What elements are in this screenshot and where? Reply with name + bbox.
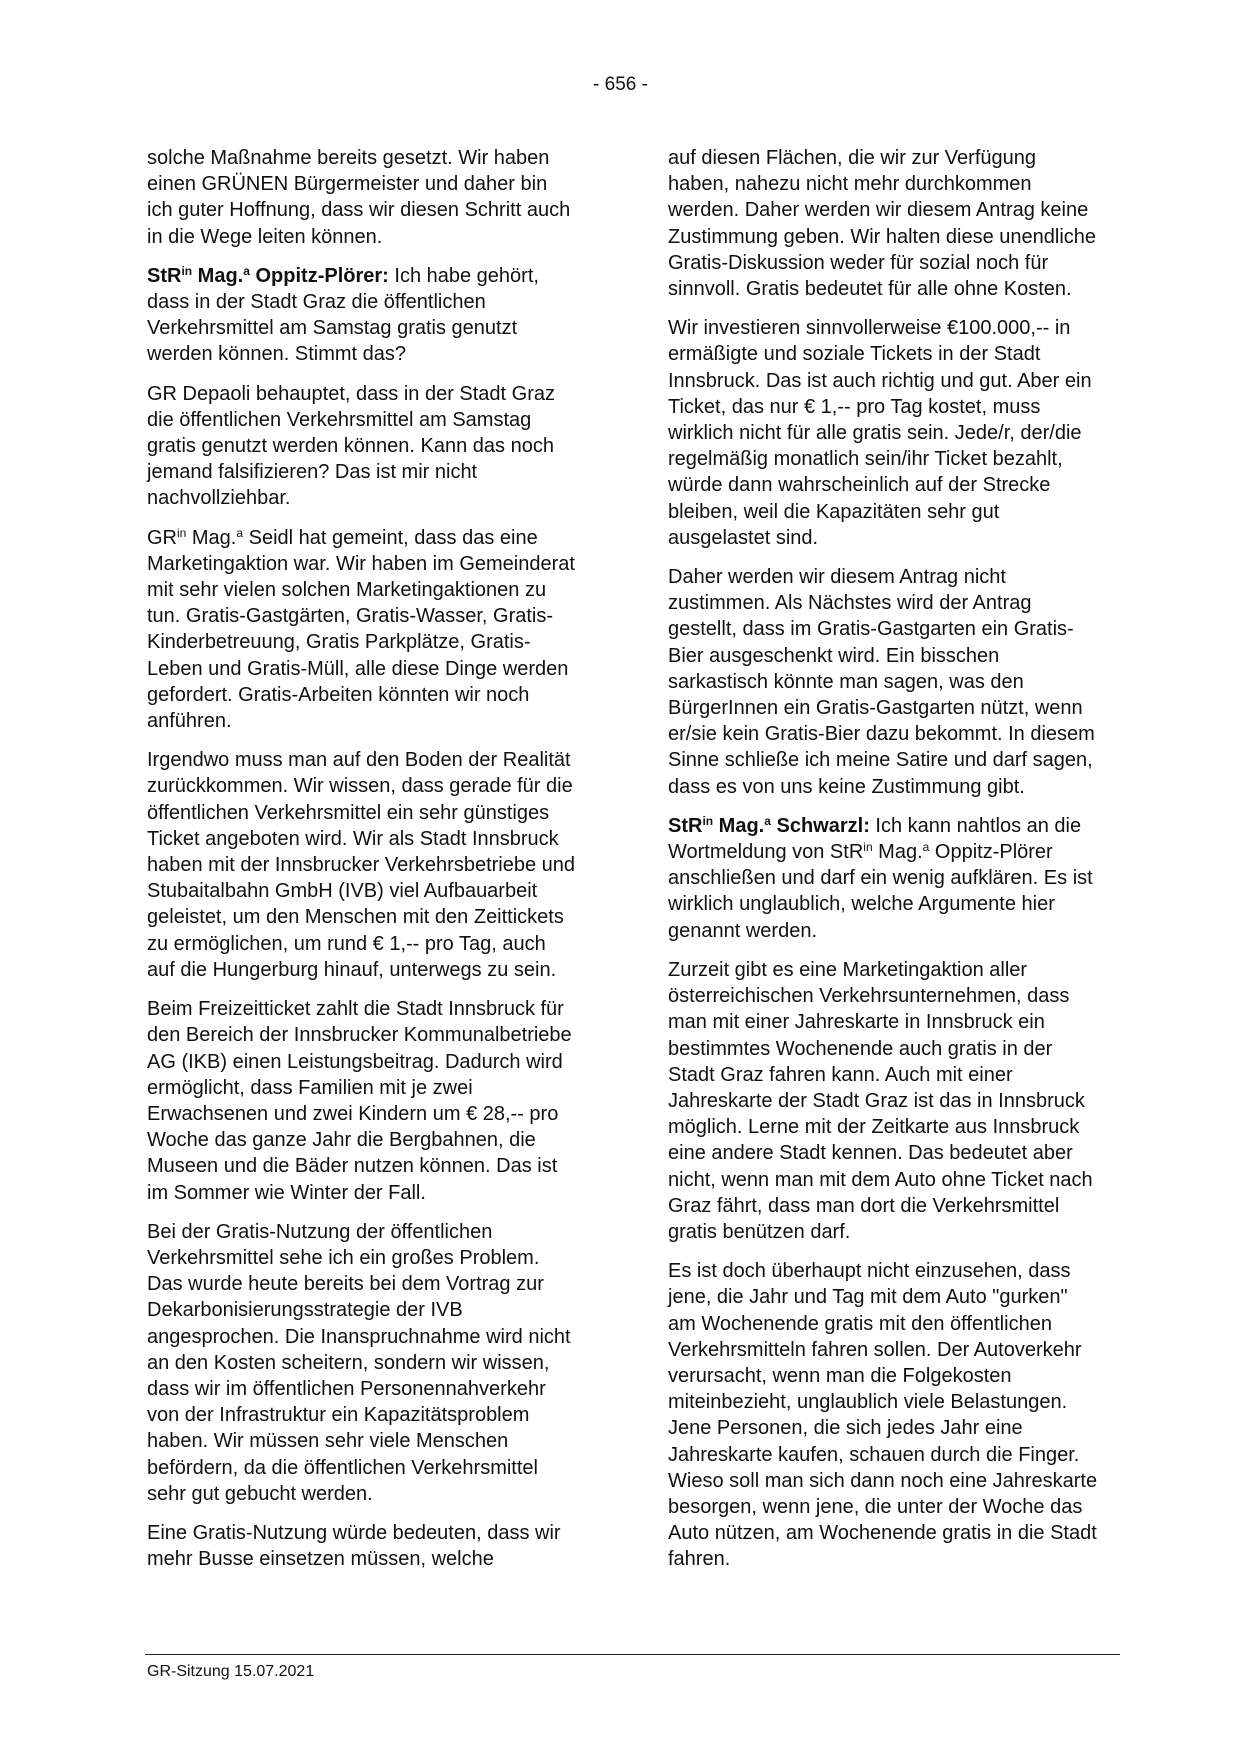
page-number: - 656 - — [593, 74, 648, 95]
paragraph-speaker: StR$^{in}$ Mag.$^a$ Schwarzl: Ich kann nahtlos an die Wortmeldung von StR$^{in}$ Mag.$^a$ Oppitz-Plörer anschließen und darf ein wenig aufklären. Es ist wirklich unglaublich, welche Argumente hier genannt werden. — [668, 813, 1093, 942]
paragraph: Es ist doch überhaupt nicht einzusehen, dass jene, die Jahr und Tag mit dem Auto "gurken" am Wochenende gratis mit den öffentlichen Verkehrsmitteln fahren sollen. Der Autoverkehr verursacht, wenn man die Folgekosten miteinbezieht, unglaublich viele Belastungen. Jene Personen, die sich jedes Jahr eine Jahreskarte kaufen, schauen durch die Finger. Wieso soll man sich dann noch eine Jahreskarte besorgen, wenn jene, die unter der Woche das Auto nützen, am Wochenende gratis in die Stadt fahren. — [668, 1260, 1098, 1571]
paragraph: auf diesen Flächen, die wir zur Verfügung haben, nahezu nicht mehr durchkommen werden. Daher werden wir diesem Antrag keine Zustimmung geben. Wir halten diese unendliche Gratis-Diskussion weder für sozial noch für sinnvoll. Gratis bedeutet für alle ohne Kosten. — [668, 147, 1097, 301]
footer-divider — [145, 1654, 1120, 1655]
paragraph: solche Maßnahme bereits gesetzt. Wir haben einen GRÜNEN Bürgermeister und daher bin ich guter Hoffnung, dass wir diesen Schritt auch in die Wege leiten können. — [147, 147, 571, 248]
paragraph: Daher werden wir diesem Antrag nicht zustimmen. Als Nächstes wird der Antrag gestellt, dass im Gratis-Gastgarten ein Gratis-Bier ausgeschenkt wird. Ein bisschen sarkastisch könnte man sagen, was den BürgerInnen ein Gratis-Gastgarten nützt, wenn er/sie kein Gratis-Bier dazu bekommt. In diesem Sinne schließe ich meine Satire und darf sagen, dass es von uns keine Zustimmung gibt. — [668, 566, 1095, 798]
paragraph: GR Depaoli behauptet, dass in der Stadt Graz die öffentlichen Verkehrsmittel am Samstag gratis genutzt werden können. Kann das noch jemand falsifizieren? Das ist mir nicht nachvollziehbar. — [147, 382, 556, 510]
paragraph: $GR^{in}$ Mag.$^a$ Seidl hat gemeint, dass das eine Marketingaktion war. Wir haben im Gemeinderat mit sehr vielen solchen Marketingaktionen zu tun. Gratis-Gastgärten, Gratis-Wasser, Gratis-Kinderbetreuung, Gratis Parkplätze, Gratis-Leben und Gratis-Müll, alle diese Dinge werden gefordert. Gratis-Arbeiten könnten wir noch anführen. — [147, 525, 575, 733]
paragraph: Bei der Gratis-Nutzung der öffentlichen Verkehrsmittel sehe ich ein großes Problem. Das wurde heute bereits bei dem Vortrag zur Dekarbonisierungsstrategie der IVB angesprochen. Die Inanspruchnahme wird nicht an den Kosten scheitern, sondern wir wissen, dass wir im öffentlichen Personennahverkehr von der Infrastruktur ein Kapazitätsproblem haben. Wir müssen sehr viele Menschen befördern, da die öffentlichen Verkehrsmittel sehr gut gebucht werden. — [147, 1220, 571, 1505]
speaker-name: StR$^{in}$ Mag.$^a$ Schwarzl: — [668, 813, 870, 837]
left-column — [147, 145, 577, 1585]
speaker-name: StR$^{in}$ Mag.$^a$ Oppitz-Plörer: — [147, 263, 389, 287]
paragraph: Irgendwo muss man auf den Boden der Realität zurückkommen. Wir wissen, dass gerade für die öffentlichen Verkehrsmittel ein sehr günstiges Ticket angeboten wird. Wir als Stadt Innsbruck haben mit der Innsbrucker Verkehrsbetriebe und Stubaitalbahn GmbH (IVB) viel Aufbauarbeit geleistet, um den Menschen mit den Zeittickets zu ermöglichen, um rund € 1,-- pro Tag, auch auf die Hungerburg hinauf, unterwegs zu sein. — [147, 749, 576, 981]
right-column — [668, 145, 1098, 1586]
paragraph: Beim Freizeitticket zahlt die Stadt Innsbruck für den Bereich der Innsbrucker Kommunalbetriebe AG (IKB) einen Leistungsbeitrag. Dadurch wird ermöglicht, dass Familien mit je zwei Erwachsenen und zwei Kindern um € 28,-- pro Woche das ganze Jahr die Bergbahnen, die Museen und die Bäder nutzen können. Das ist im Sommer wie Winter der Fall. — [147, 998, 572, 1204]
paragraph-speaker: StR$^{in}$ Mag.$^a$ Oppitz-Plörer: Ich habe gehört, dass in der Stadt Graz die öffentlichen Verkehrsmittel am Samstag gratis genutzt werden können. Stimmt das? — [147, 263, 539, 366]
paragraph: Wir investieren sinnvollerweise €100.000,-- in ermäßigte und soziale Tickets in der Stadt Innsbruck. Das ist auch richtig und gut. Aber ein Ticket, das nur € 1,-- pro Tag kostet, muss wirklich nicht für alle gratis sein. Jede/r, der/die regelmäßig monatlich sein/ihr Ticket bezahlt, würde dann wahrscheinlich auf der Strecke bleiben, weil die Kapazitäten sehr gut ausgelastet sind. — [668, 317, 1092, 549]
footer-session-date: GR-Sitzung 15.07.2021 — [147, 1663, 315, 1680]
paragraph: Zurzeit gibt es eine Marketingaktion aller österreichischen Verkehrsunternehmen, dass man mit einer Jahreskarte in Innsbruck ein bestimmtes Wochenende auch gratis in der Stadt Graz fahren kann. Auch mit einer Jahreskarte der Stadt Graz ist das in Innsbruck möglich. Lerne mit der Zeitkarte aus Innsbruck eine andere Stadt kennen. Das bedeutet aber nicht, wenn man mit dem Auto ohne Ticket nach Graz fährt, dass man dort die Verkehrsmittel gratis benützen darf. — [668, 958, 1093, 1243]
paragraph: Eine Gratis-Nutzung würde bedeuten, dass wir mehr Busse einsetzen müssen, welche — [147, 1521, 561, 1571]
